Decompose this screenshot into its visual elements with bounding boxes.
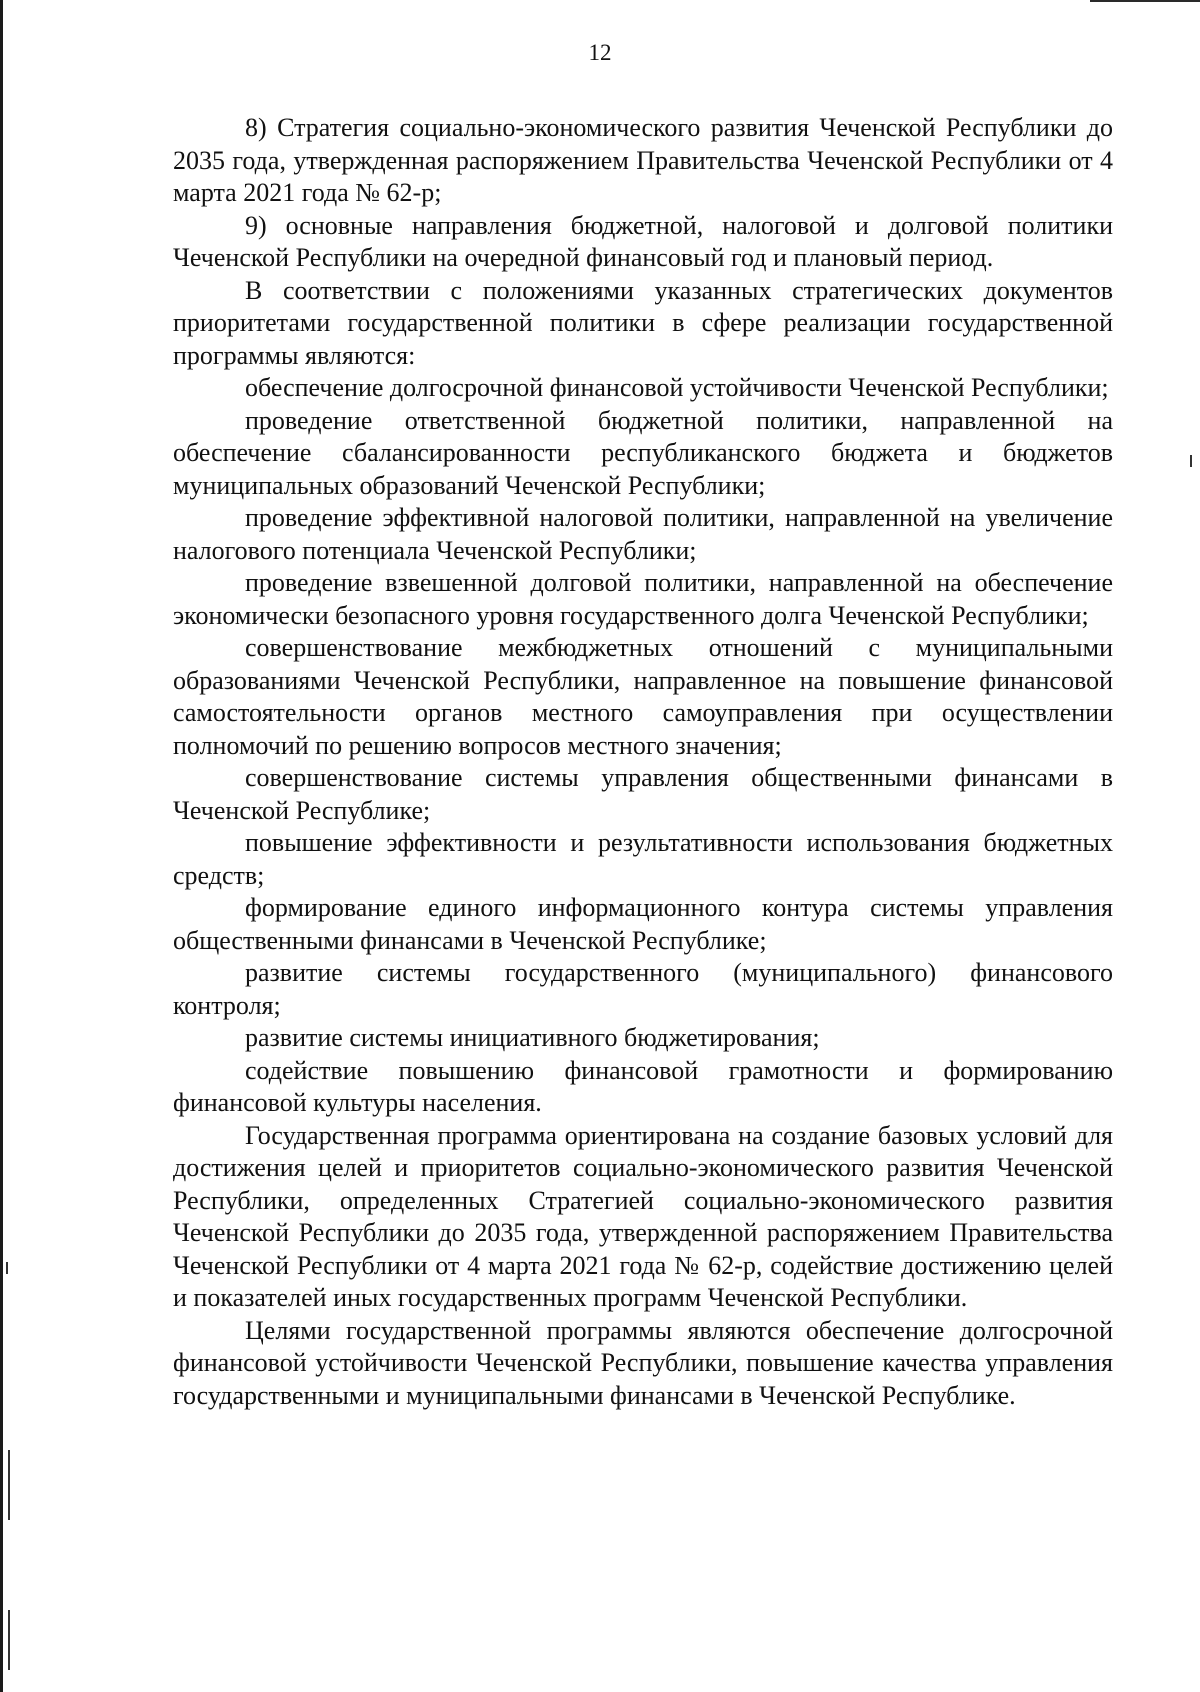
priority-item-budget-policy: проведение ответственной бюджетной политики, направленной на обеспечение сбалансированности республиканского бюджета и бюджетов муниципальных образований Чеченской Республики; <box>173 405 1113 500</box>
priority-item-debt-policy: проведение взвешенной долговой политики, направленной на обеспечение экономически безопасного уровня государственного долга Чеченской Республики; <box>173 568 1113 630</box>
priority-item-financial-literacy: содействие повышению финансовой грамотности и формированию финансовой культуры населения. <box>173 1055 1113 1117</box>
scan-mark <box>8 1450 10 1520</box>
priority-item-initiative-budgeting: развитие системы инициативного бюджетирования; <box>245 1023 820 1052</box>
paragraph-program-goals: Целями государственной программы являются обеспечение долгосрочной финансовой устойчивости Чеченской Республики, повышение качества управления государственными и муниципальными финансами в Чеченской Республике. <box>173 1315 1113 1410</box>
paragraph-strategy-2035: 8) Стратегия социально-экономического развития Чеченской Республики до 2035 года, утвержденная распоряжением Правительства Чеченской Республики от 4 марта 2021 года № 62-р; <box>173 113 1113 207</box>
priority-item-budget-efficiency: повышение эффективности и результативности использования бюджетных средств; <box>173 828 1113 890</box>
page-number: 12 <box>588 40 612 65</box>
priority-item-tax-policy: проведение эффективной налоговой политики, направленной на увеличение налогового потенциала Чеченской Республики; <box>173 503 1113 565</box>
scan-mark <box>6 1262 8 1274</box>
document-body <box>173 112 1113 1412</box>
paragraph-priorities-intro: В соответствии с положениями указанных стратегических документов приоритетами государственной политики в сфере реализации государственной программы являются: <box>173 275 1113 370</box>
priority-item-interbudgetary-relations: совершенствование межбюджетных отношений с муниципальными образованиями Чеченской Республики, направленное на повышение финансовой самостоятельности органов местного самоуправления при осуществлении полномочий по решению вопросов местного значения; <box>173 633 1113 760</box>
paragraph-budget-policy-directions: 9) основные направления бюджетной, налоговой и долговой политики Чеченской Республики на очередной финансовый год и плановый период. <box>173 210 1113 272</box>
priority-item-finance-management: совершенствование системы управления общественными финансами в Чеченской Республике; <box>173 763 1113 825</box>
paragraph-program-orientation: Государственная программа ориентирована на создание базовых условий для достижения целей и приоритетов социально-экономического развития Чеченской Республики, определенных Стратегией социально-экономического развития Чеченской Республики до 2035 года, утвержденной распоряжением Правительства Чеченской Республики от 4 марта 2021 года № 62-р, содействие достижению целей и показателей иных государственных программ Чеченской Республики. <box>173 1120 1113 1312</box>
scan-border-top <box>1090 0 1200 2</box>
priority-item-financial-control: развитие системы государственного (муниципального) финансового контроля; <box>173 958 1113 1020</box>
priority-item-information-system: формирование единого информационного контура системы управления общественными финансами в Чеченской Республике; <box>173 893 1113 955</box>
scan-mark <box>8 1610 10 1670</box>
priority-item-financial-stability: обеспечение долгосрочной финансовой устойчивости Чеченской Республики; <box>245 373 1109 402</box>
scan-border-left <box>0 0 3 1692</box>
scan-mark <box>1190 455 1192 467</box>
